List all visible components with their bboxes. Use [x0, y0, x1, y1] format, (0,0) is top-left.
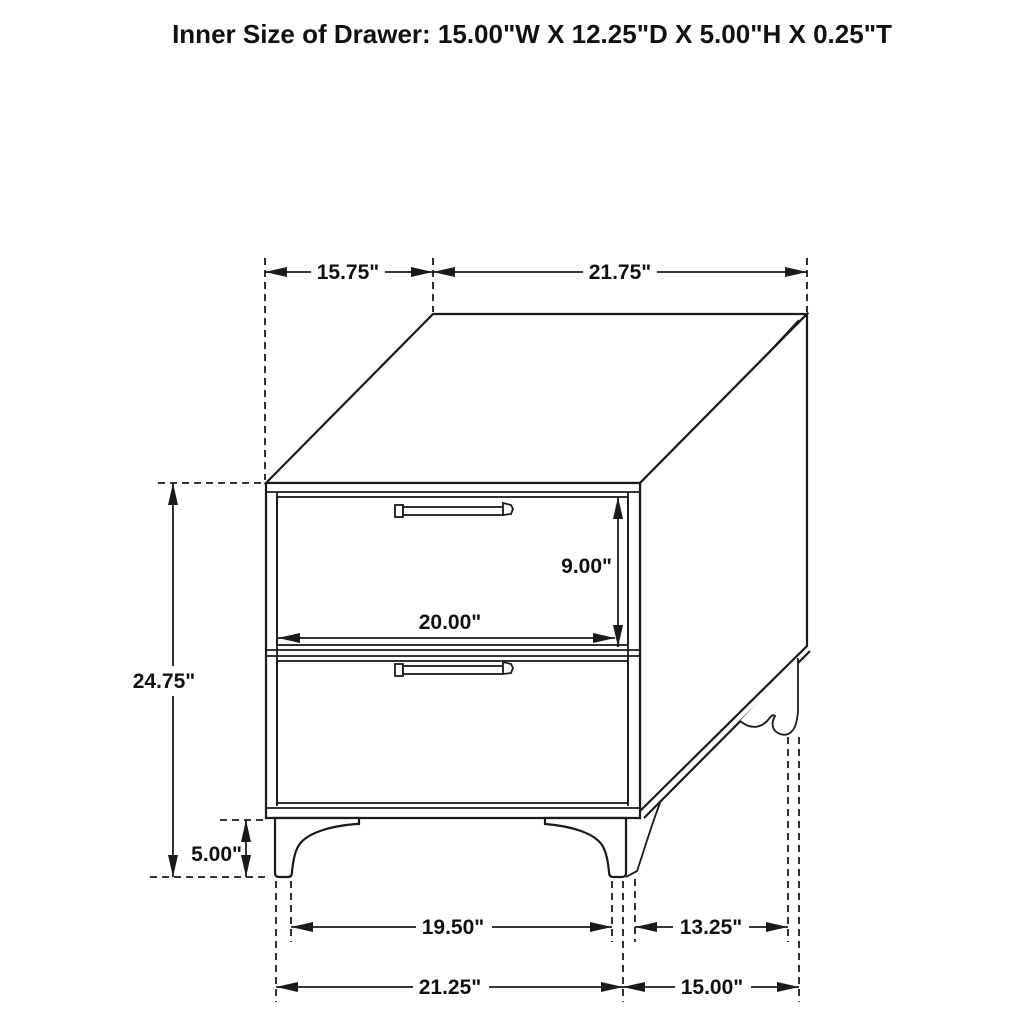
dimension-label: 15.75": [316, 261, 380, 284]
front-left-leg: [275, 818, 359, 877]
nightstand-drawing: [266, 314, 810, 877]
handle-bar: [403, 507, 503, 515]
dimension-label: 9.00": [561, 555, 612, 578]
arrowhead-top: [168, 483, 178, 505]
dimension-label: 21.75": [588, 261, 652, 284]
handle-right-cap: [503, 662, 513, 674]
dimension-overall-height: [126, 483, 268, 877]
arrowhead-left: [291, 922, 313, 932]
dimension-base-width: [276, 972, 623, 1002]
arrowhead-right: [785, 267, 807, 277]
front-right-leg: [545, 818, 626, 877]
arrowhead-right: [601, 982, 623, 992]
handle-left-cap: [395, 505, 403, 517]
arrowhead-right: [411, 267, 433, 277]
arrowhead-left: [265, 267, 287, 277]
dimension-label: 15.00": [680, 976, 744, 999]
dimension-label: 24.75": [132, 670, 196, 693]
arrowhead-left: [635, 922, 657, 932]
dimension-label: 5.00": [191, 843, 242, 866]
dimension-label: 19.50": [421, 916, 485, 939]
dimension-label: 20.00": [418, 611, 482, 634]
dimension-label: 13.25": [679, 916, 743, 939]
dimension-side-leg-spacing: [635, 912, 788, 942]
handle-bar: [403, 666, 503, 674]
arrowhead-right: [590, 922, 612, 932]
dimension-label: 21.25": [418, 976, 482, 999]
arrowhead-left: [276, 982, 298, 992]
arrowhead-right: [766, 922, 788, 932]
arrowhead-left: [433, 267, 455, 277]
dimension-front-leg-spacing: [291, 912, 612, 942]
handle-left-cap: [395, 664, 403, 676]
arrowhead-left: [623, 982, 645, 992]
arrowhead-right: [777, 982, 799, 992]
handle-right-cap: [503, 503, 513, 515]
dimension-leg-height: [191, 820, 268, 877]
dimension-top-width: [433, 258, 807, 312]
arrowhead-bottom: [168, 855, 178, 877]
arrowhead-bottom: [241, 855, 251, 877]
diagram-title: Inner Size of Drawer: 15.00"W X 12.25"D X 5.00"H X 0.25"T: [172, 19, 892, 49]
arrowhead-top: [241, 820, 251, 842]
dimension-base-depth: [623, 972, 799, 1002]
